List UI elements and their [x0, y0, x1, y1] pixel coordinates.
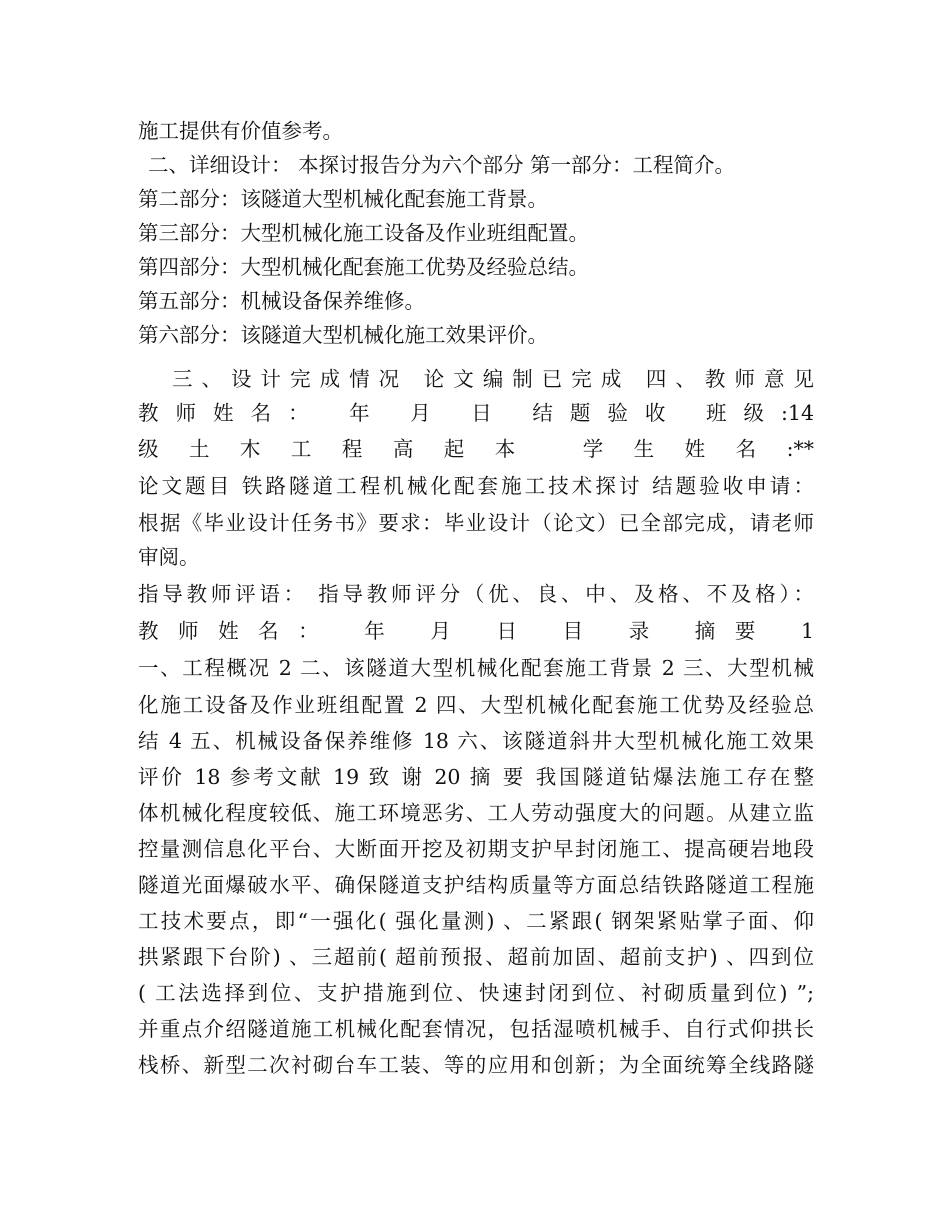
- text-line: 级土木工程高起本 学生姓名:**: [138, 437, 814, 461]
- text-line: 三、设计完成情况 论文编制已完成 四、教师意见: [172, 367, 814, 391]
- text-line: 工技术要点，即“一强化( 强化量测) 、二紧跟( 钢架紧贴掌子面、仰: [138, 909, 814, 933]
- text-line: 结 4 五、机械设备保养维修 18 六、该隧道斜井大型机械化施工效果: [138, 729, 814, 753]
- text-line: 论文题目 铁路隧道工程机械化配套施工技术探讨 结题验收申请：: [138, 474, 814, 498]
- text-line: 审阅。: [138, 545, 200, 569]
- text-line: ( 工法选择到位、支护措施到位、快速封闭到位、衬砌质量到位) ”;: [138, 981, 814, 1005]
- text-line: 体机械化程度较低、施工环境恶劣、工人劳动强度大的问题。从建立监: [138, 801, 814, 825]
- text-line: 控量测信息化平台、大断面开挖及初期支护早封闭施工、提高硬岩地段: [138, 837, 814, 861]
- text-line: 并重点介绍隧道施工机械化配套情况，包括湿喷机械手、自行式仰拱长: [138, 1017, 814, 1041]
- text-line: 一、工程概况 2 二、该隧道大型机械化配套施工背景 2 三、大型机械: [138, 656, 814, 680]
- text-line: 栈桥、新型二次衬砌台车工装、等的应用和创新；为全面统筹全线路隧: [138, 1053, 814, 1077]
- text-line: 施工提供有价值参考。: [138, 119, 343, 143]
- text-line: 第三部分：大型机械化施工设备及作业班组配置。: [138, 221, 589, 245]
- text-line: 拱紧跟下台阶) 、三超前( 超前预报、超前加固、超前支护) 、四到位: [138, 945, 814, 969]
- text-line: 隧道光面爆破水平、确保隧道支护结构质量等方面总结铁路隧道工程施: [138, 873, 814, 897]
- text-line: 教师姓名： 年 月 日 目 录 摘要 1: [138, 619, 814, 643]
- text-line: 第六部分：该隧道大型机械化施工效果评价。: [138, 323, 548, 347]
- text-line: 指导教师评语： 指导教师评分（优、良、中、及格、不及格）：: [138, 582, 814, 606]
- text-line: 第四部分：大型机械化配套施工优势及经验总结。: [138, 255, 589, 279]
- text-line: 第五部分：机械设备保养维修。: [138, 289, 425, 313]
- text-line: 根据《毕业设计任务书》要求：毕业设计（论文）已全部完成，请老师: [138, 511, 814, 535]
- text-line: 第二部分：该隧道大型机械化配套施工背景。: [138, 187, 548, 211]
- text-line: 评价 18 参考文献 19 致 谢 20 摘 要 我国隧道钻爆法施工存在整: [138, 765, 814, 789]
- text-line: 化施工设备及作业班组配置 2 四、大型机械化配套施工优势及经验总: [138, 693, 814, 717]
- text-line: 教师姓名： 年 月 日 结题验收 班级:14: [138, 401, 814, 425]
- text-line: 二、详细设计： 本探讨报告分为六个部分 第一部分：工程简介。: [148, 153, 736, 177]
